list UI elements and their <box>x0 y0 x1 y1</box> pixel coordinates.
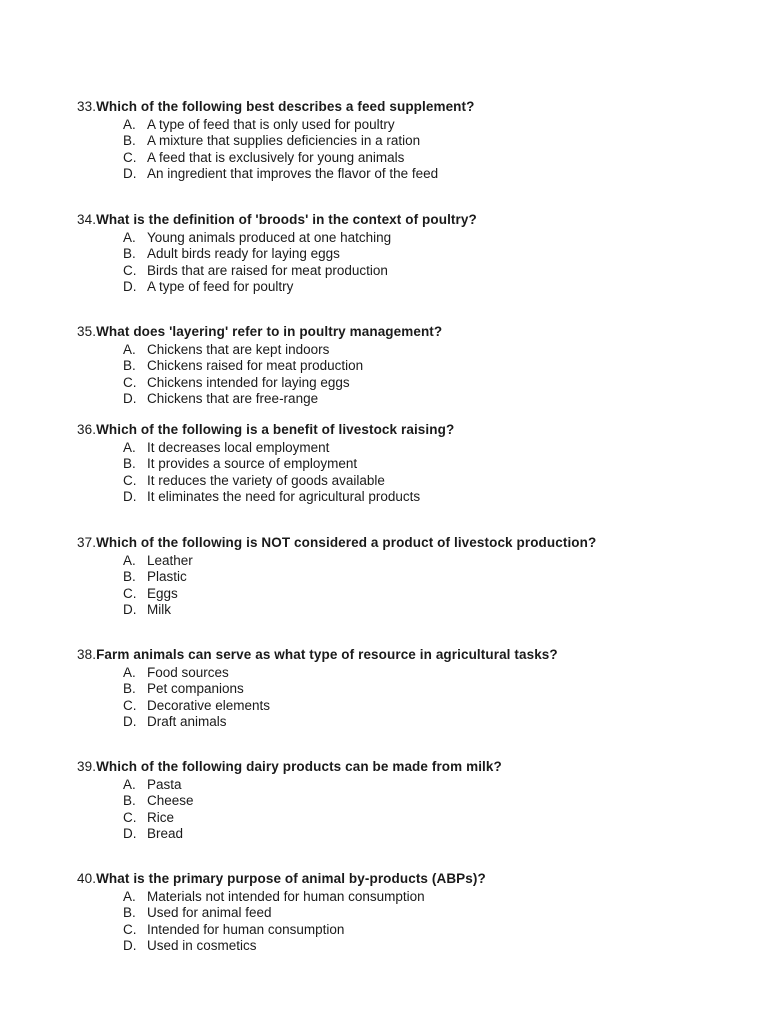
option-text: Draft animals <box>147 713 227 729</box>
option-b <box>123 569 757 585</box>
option-c <box>123 150 757 166</box>
question-number: 33. <box>77 99 97 114</box>
question-40 <box>77 871 757 954</box>
option-text: Materials not intended for human consumption <box>147 889 425 904</box>
option-a <box>123 440 757 456</box>
question-37 <box>77 535 757 618</box>
option-letter: D. <box>123 601 137 617</box>
option-text: Adult birds ready for laying eggs <box>147 246 340 262</box>
option-a <box>123 665 757 681</box>
option-text: A type of feed for poultry <box>147 278 294 294</box>
question-heading <box>77 212 757 228</box>
option-text: Leather <box>147 553 193 568</box>
option-text: Eggs <box>147 585 178 601</box>
option-list <box>123 777 757 842</box>
option-letter: B. <box>123 681 136 697</box>
option-text: A mixture that supplies deficiencies in a ration <box>147 133 421 149</box>
question-33 <box>77 99 757 182</box>
option-text: Cheese <box>147 793 194 809</box>
option-b <box>123 456 757 472</box>
option-text: Pasta <box>147 777 182 792</box>
question-heading <box>77 535 757 551</box>
option-text: Rice <box>147 809 175 825</box>
option-d <box>123 714 757 730</box>
option-text: Food sources <box>147 665 229 680</box>
option-letter: C. <box>123 921 137 937</box>
option-letter: C. <box>123 472 137 488</box>
option-text: It decreases local employment <box>147 440 330 455</box>
option-text: Intended for human consumption <box>147 921 345 937</box>
question-number: 40. <box>77 871 97 886</box>
option-d <box>123 826 757 842</box>
question-39 <box>77 759 757 842</box>
option-letter: A. <box>123 440 136 455</box>
option-b <box>123 793 757 809</box>
question-heading <box>77 324 757 340</box>
option-list <box>123 553 757 618</box>
option-c <box>123 810 757 826</box>
option-letter: A. <box>123 117 136 132</box>
option-letter: A. <box>123 230 136 245</box>
option-letter: C. <box>123 374 137 390</box>
option-text: Used in cosmetics <box>147 937 257 953</box>
option-c <box>123 375 757 391</box>
option-text: Chickens that are kept indoors <box>147 342 330 357</box>
option-letter: A. <box>123 553 136 568</box>
option-list <box>123 342 757 407</box>
option-text: Young animals produced at one hatching <box>147 230 392 245</box>
option-c <box>123 473 757 489</box>
option-letter: A. <box>123 889 136 904</box>
question-38 <box>77 647 757 730</box>
option-b <box>123 358 757 374</box>
option-letter: D. <box>123 390 137 406</box>
option-a <box>123 117 757 133</box>
question-heading <box>77 871 757 887</box>
option-a <box>123 230 757 246</box>
option-letter: B. <box>123 905 136 921</box>
option-d <box>123 166 757 182</box>
option-letter: D. <box>123 488 137 504</box>
question-text: What is the definition of 'broods' in the context of poultry? <box>96 212 477 227</box>
option-letter: D. <box>123 165 137 181</box>
option-text: Decorative elements <box>147 697 271 713</box>
option-d <box>123 489 757 505</box>
option-letter: D. <box>123 278 137 294</box>
option-letter: C. <box>123 149 137 165</box>
option-letter: D. <box>123 825 137 841</box>
option-text: Plastic <box>147 569 187 585</box>
question-text: What is the primary purpose of animal by-products (ABPs)? <box>96 871 486 886</box>
option-text: Birds that are raised for meat production <box>147 262 388 278</box>
option-text: It reduces the variety of goods available <box>147 472 385 488</box>
option-b <box>123 246 757 262</box>
option-list <box>123 889 757 954</box>
option-letter: D. <box>123 937 137 953</box>
option-list <box>123 440 757 505</box>
question-heading <box>77 422 757 438</box>
option-letter: A. <box>123 777 136 792</box>
option-d <box>123 602 757 618</box>
option-letter: A. <box>123 342 136 357</box>
option-b <box>123 681 757 697</box>
question-number: 39. <box>77 759 97 774</box>
option-letter: B. <box>123 246 136 262</box>
option-a <box>123 889 757 905</box>
option-d <box>123 391 757 407</box>
question-number: 38. <box>77 647 97 662</box>
question-35 <box>77 324 757 407</box>
question-number: 36. <box>77 422 97 437</box>
option-letter: C. <box>123 262 137 278</box>
option-text: Chickens intended for laying eggs <box>147 374 350 390</box>
option-letter: A. <box>123 665 136 680</box>
option-c <box>123 922 757 938</box>
option-list <box>123 117 757 182</box>
question-text: What does 'layering' refer to in poultry management? <box>96 324 443 339</box>
question-text: Which of the following dairy products can be made from milk? <box>96 759 502 774</box>
option-a <box>123 342 757 358</box>
option-text: A type of feed that is only used for poultry <box>147 117 395 132</box>
option-text: Used for animal feed <box>147 905 272 921</box>
option-letter: B. <box>123 133 136 149</box>
option-d <box>123 938 757 954</box>
question-heading <box>77 647 757 663</box>
option-text: Chickens that are free-range <box>147 390 319 406</box>
option-letter: D. <box>123 713 137 729</box>
option-text: Milk <box>147 601 171 617</box>
question-heading <box>77 759 757 775</box>
question-number: 37. <box>77 535 97 550</box>
option-d <box>123 279 757 295</box>
question-text: Farm animals can serve as what type of resource in agricultural tasks? <box>96 647 558 662</box>
option-text: Bread <box>147 825 184 841</box>
option-letter: B. <box>123 358 136 374</box>
option-a <box>123 553 757 569</box>
question-heading <box>77 99 757 115</box>
option-list <box>123 230 757 295</box>
option-text: It provides a source of employment <box>147 456 358 472</box>
question-text: Which of the following best describes a feed supplement? <box>96 99 475 114</box>
option-c <box>123 586 757 602</box>
option-a <box>123 777 757 793</box>
question-number: 35. <box>77 324 97 339</box>
option-letter: C. <box>123 809 137 825</box>
option-c <box>123 263 757 279</box>
option-text: Chickens raised for meat production <box>147 358 364 374</box>
option-letter: C. <box>123 585 137 601</box>
option-c <box>123 698 757 714</box>
option-letter: B. <box>123 793 136 809</box>
option-text: An ingredient that improves the flavor of the feed <box>147 165 439 181</box>
option-letter: B. <box>123 569 136 585</box>
option-text: It eliminates the need for agricultural products <box>147 488 421 504</box>
question-text: Which of the following is NOT considered a product of livestock production? <box>96 535 597 550</box>
question-34 <box>77 212 757 295</box>
option-text: Pet companions <box>147 681 244 697</box>
question-36 <box>77 422 757 505</box>
option-b <box>123 133 757 149</box>
question-text: Which of the following is a benefit of livestock raising? <box>96 422 455 437</box>
question-number: 34. <box>77 212 97 227</box>
option-b <box>123 905 757 921</box>
option-letter: C. <box>123 697 137 713</box>
option-text: A feed that is exclusively for young animals <box>147 149 405 165</box>
option-list <box>123 665 757 730</box>
option-letter: B. <box>123 456 136 472</box>
